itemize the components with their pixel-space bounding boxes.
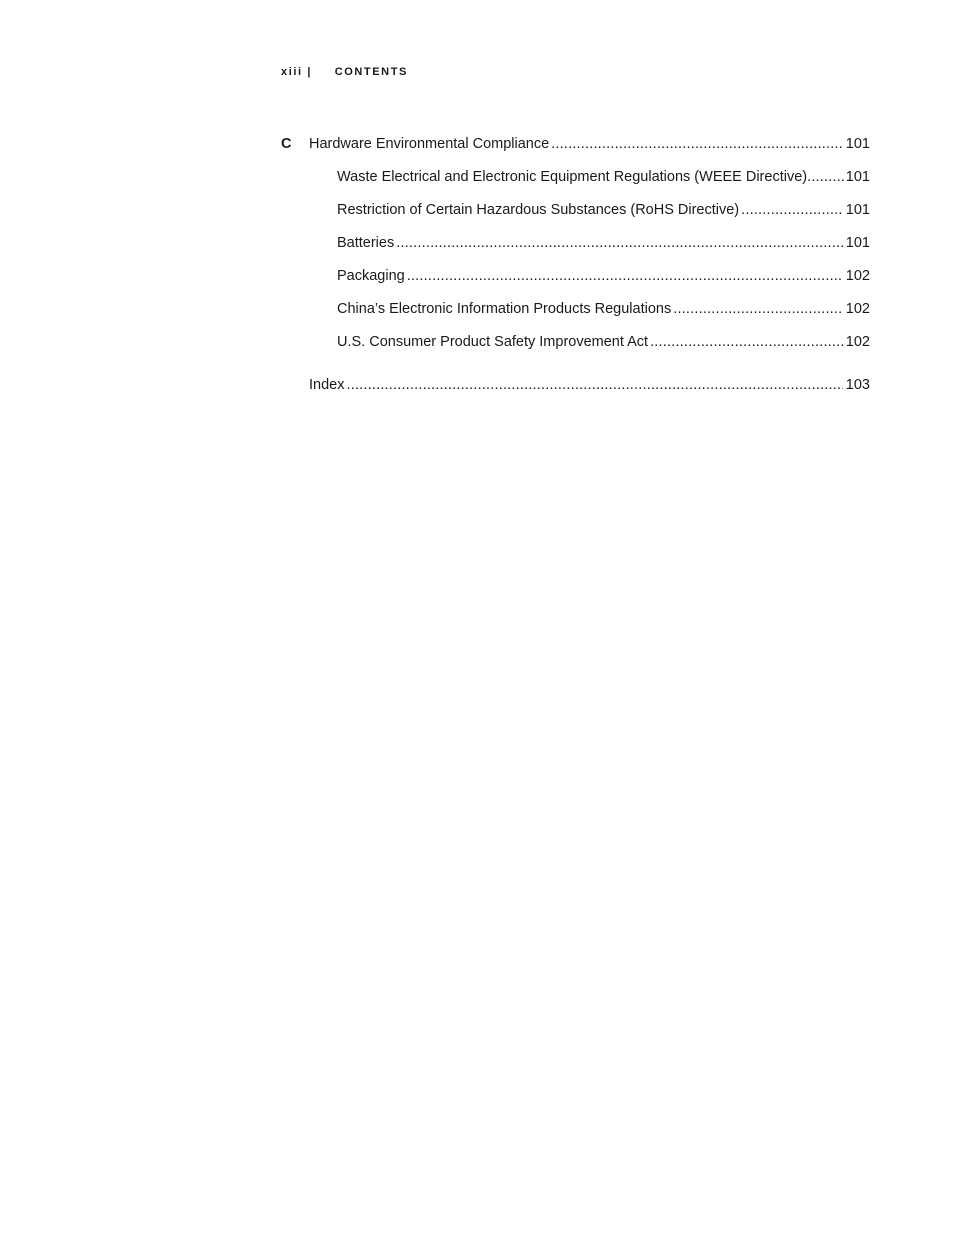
- header-separator: |: [307, 66, 313, 78]
- chapter-letter: C: [281, 136, 292, 152]
- dot-leader: [551, 136, 843, 152]
- dot-leader: [807, 169, 846, 185]
- toc-entry-title: Batteries: [337, 235, 395, 251]
- dot-leader: [346, 377, 842, 393]
- toc-subsection-entry[interactable]: [281, 301, 870, 334]
- toc-chapter-entry[interactable]: [281, 136, 870, 169]
- toc-entry-title: Index: [309, 377, 345, 393]
- header-section-title: CONTENTS: [334, 66, 408, 78]
- dot-leader: [673, 301, 843, 317]
- dot-leader: [396, 235, 843, 251]
- dot-leader: [741, 202, 843, 218]
- toc-entry-page: 102: [845, 301, 870, 317]
- toc-entry-title: Waste Electrical and Electronic Equipment Regulations (WEEE Directive): [337, 169, 808, 185]
- toc-entry-page: 103: [845, 377, 870, 393]
- toc-entry-page: 102: [845, 334, 870, 350]
- toc-subsection-entry[interactable]: [281, 268, 870, 301]
- toc-subsection-entry[interactable]: [281, 334, 870, 367]
- toc-entry-title: Restriction of Certain Hazardous Substances (RoHS Directive): [337, 202, 740, 218]
- dot-leader: [407, 268, 843, 284]
- toc-entry-title: China’s Electronic Information Products Regulations: [337, 301, 672, 317]
- toc-subsection-entry[interactable]: [281, 235, 870, 268]
- toc-entry-page: 101: [845, 136, 870, 152]
- toc-subsection-entry[interactable]: [281, 169, 870, 202]
- toc-entry-title: Hardware Environmental Compliance: [309, 136, 550, 152]
- table-of-contents: [281, 136, 870, 410]
- toc-entry-title: Packaging: [337, 268, 405, 284]
- header-page-number: xiii: [281, 66, 303, 78]
- dot-leader: [650, 334, 843, 350]
- toc-entry-page: 101: [845, 169, 870, 185]
- toc-subsection-entry[interactable]: [281, 202, 870, 235]
- toc-entry-page: 101: [845, 202, 870, 218]
- toc-index-entry[interactable]: [281, 377, 870, 410]
- running-header: [281, 66, 408, 78]
- toc-entry-title: U.S. Consumer Product Safety Improvement Act: [337, 334, 649, 350]
- toc-entry-page: 102: [845, 268, 870, 284]
- toc-entry-page: 101: [845, 235, 870, 251]
